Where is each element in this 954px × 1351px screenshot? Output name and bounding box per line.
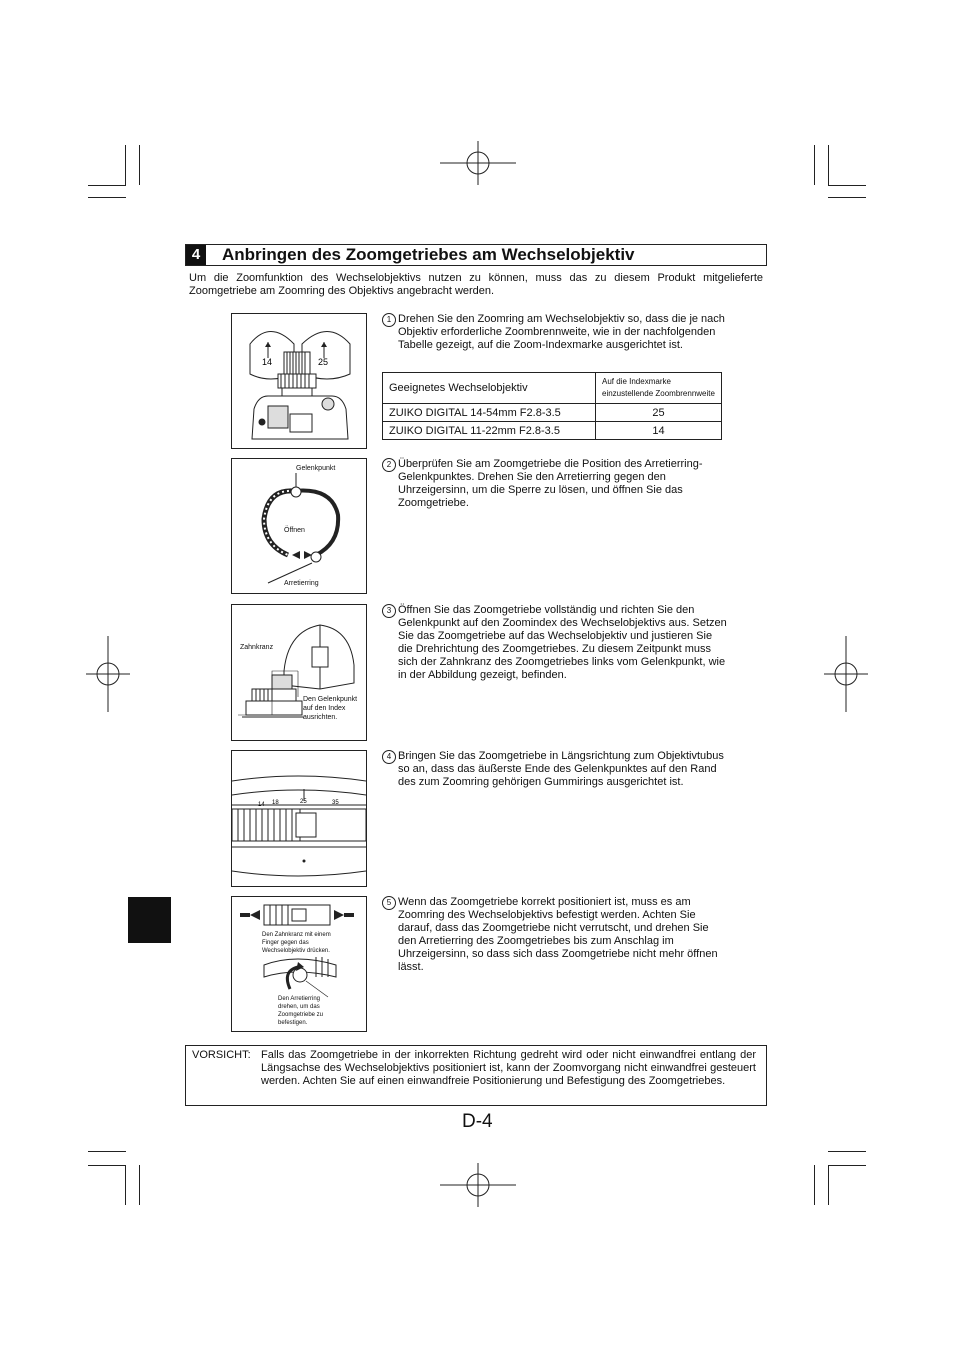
figure-open-zoom-gear bbox=[231, 458, 367, 594]
warning-label: VORSICHT: bbox=[192, 1049, 251, 1061]
figure-mount-gear bbox=[231, 604, 367, 741]
fig2-label-hinge: Gelenkpunkt bbox=[296, 465, 336, 472]
registration-target-top bbox=[438, 141, 518, 187]
table-row bbox=[383, 404, 722, 422]
chapter-tab bbox=[128, 897, 171, 943]
step-2 bbox=[382, 458, 727, 510]
table-header-row bbox=[383, 373, 722, 404]
fig5-label-turn-3: Zoomgetriebe zu bbox=[278, 1012, 324, 1018]
warning-text: Falls das Zoomgetriebe in der inkorrekten Richtung gedreht wird oder nicht einwandfrei entlang der Längsachse des Wechselobjektivs positioniert ist, kann der Zoomvorgang nicht einwandfrei gesteuert werden. Achten Sie auf einen einwandfreie Positionierung und Befestigung des Zoomgetriebes. bbox=[261, 1049, 756, 1087]
fig5-label-press-1: Den Zahnkranz mit einem bbox=[262, 932, 331, 938]
fig1-value-left: 14 bbox=[262, 357, 273, 367]
page-number: D-4 bbox=[462, 1111, 493, 1132]
figure-longitudinal-position bbox=[231, 750, 367, 887]
step-text: Wenn das Zoomgetriebe korrekt positioniert ist, muss es am Zoomring des Wechselobjektivs befestigt werden. Achten Sie darauf, dass das Zoomgetriebe nicht verrutscht, und drehen Sie den Arretierring des Zoomgetriebes bis zum Anschlag im Uhrzeigersinn, so dass sich dass Zoomgetriebe nicht mehr öffnen lässt. bbox=[398, 896, 718, 973]
step-4 bbox=[382, 750, 727, 789]
step-text: Öffnen Sie das Zoomgetriebe vollständig und richten Sie den Gelenkpunkt auf den Zoomindex des Wechselobjektivs aus. Setzen Sie das Zoomgetriebe auf das Wechselobjektiv und justieren Sie die Drehrichtung des Zoomgetriebes. Zu diesem Zeitpunkt muss sich der Zahnkranz des Zoomgetriebes links vom Gelenkpunkt, wie in der Abbildung gezeigt, befinden. bbox=[398, 604, 727, 681]
table-header-focal-line2: einzustellende Zoombrennweite bbox=[602, 389, 715, 398]
step-5 bbox=[382, 896, 727, 974]
fig3-label-align-3: ausrichten. bbox=[303, 714, 338, 721]
step-1 bbox=[382, 313, 727, 352]
step-number: 3 bbox=[382, 604, 396, 618]
table-header-lens: Geeignetes Wechselobjektiv bbox=[383, 373, 596, 404]
table-header-focal bbox=[596, 373, 722, 404]
section-number: 4 bbox=[186, 245, 206, 265]
fig3-label-align-2: auf den Index bbox=[303, 705, 346, 712]
fig4-tick-4: 35 bbox=[332, 800, 339, 806]
fig5-label-press-2: Finger gegen das bbox=[262, 940, 309, 946]
step-text: Überprüfen Sie am Zoomgetriebe die Position des Arretierring-Gelenkpunktes. Drehen Sie den Arretierring gegen den Uhrzeigersinn, um die Sperre zu lösen, und öffnen Sie das Zoomgetriebe. bbox=[398, 458, 703, 509]
table-cell-focal: 14 bbox=[596, 422, 722, 440]
fig2-label-lock-ring: Arretierring bbox=[284, 580, 319, 587]
fig3-label-gear-ring: Zahnkranz bbox=[240, 644, 274, 651]
registration-target-left bbox=[86, 636, 132, 714]
fig2-label-open: Öffnen bbox=[284, 527, 305, 534]
step-number: 5 bbox=[382, 896, 396, 910]
figure-fasten-gear bbox=[231, 896, 367, 1032]
table-cell-lens: ZUIKO DIGITAL 11-22mm F2.8-3.5 bbox=[383, 422, 596, 440]
registration-target-bottom bbox=[438, 1163, 518, 1209]
lens-table bbox=[382, 372, 722, 440]
fig4-tick-3: 25 bbox=[300, 799, 307, 805]
step-3 bbox=[382, 604, 727, 682]
section-title-bar bbox=[185, 244, 767, 266]
step-number: 4 bbox=[382, 750, 396, 764]
fig5-label-turn-1: Den Arretierring bbox=[278, 996, 321, 1002]
fig5-label-turn-2: drehen, um das bbox=[278, 1004, 320, 1010]
table-cell-lens: ZUIKO DIGITAL 14-54mm F2.8-3.5 bbox=[383, 404, 596, 422]
table-header-focal-line1: Auf die Indexmarke bbox=[602, 377, 671, 386]
fig5-label-press-3: Wechselobjektiv drücken. bbox=[262, 948, 330, 954]
step-text: Bringen Sie das Zoomgetriebe in Längsrichtung zum Objektivtubus so an, dass das äußerste Ende des Gelenkpunktes auf den Rand des zum Zoomring gehörigen Gummirings ausgerichtet ist. bbox=[398, 750, 724, 788]
step-number: 1 bbox=[382, 313, 396, 327]
fig4-tick-2: 18 bbox=[272, 800, 279, 806]
fig3-label-align-1: Den Gelenkpunkt bbox=[303, 696, 358, 703]
step-number: 2 bbox=[382, 458, 396, 472]
step-text: Drehen Sie den Zoomring am Wechselobjektiv so, dass die je nach Objektiv erforderliche Zoombrennweite, wie in der nachfolgenden Tabelle gezeigt, auf die Zoom-Indexmarke ausgerichtet ist. bbox=[398, 313, 725, 351]
fig4-tick-1: 14 bbox=[258, 802, 265, 808]
section-title: Anbringen des Zoomgetriebes am Wechselobjektiv bbox=[222, 245, 635, 264]
intro-paragraph: Um die Zoomfunktion des Wechselobjektivs nutzen zu können, muss das zu diesem Produkt mitgelieferte Zoomgetriebe am Zoomring des Objektivs angebracht werden. bbox=[189, 272, 763, 297]
registration-target-right bbox=[822, 636, 868, 714]
figure-camera-zoom-index bbox=[231, 313, 367, 449]
fig1-value-right: 25 bbox=[318, 357, 329, 367]
table-cell-focal: 25 bbox=[596, 404, 722, 422]
fig5-label-turn-4: befestigen. bbox=[278, 1020, 308, 1026]
table-row bbox=[383, 422, 722, 440]
warning-box bbox=[185, 1045, 767, 1106]
